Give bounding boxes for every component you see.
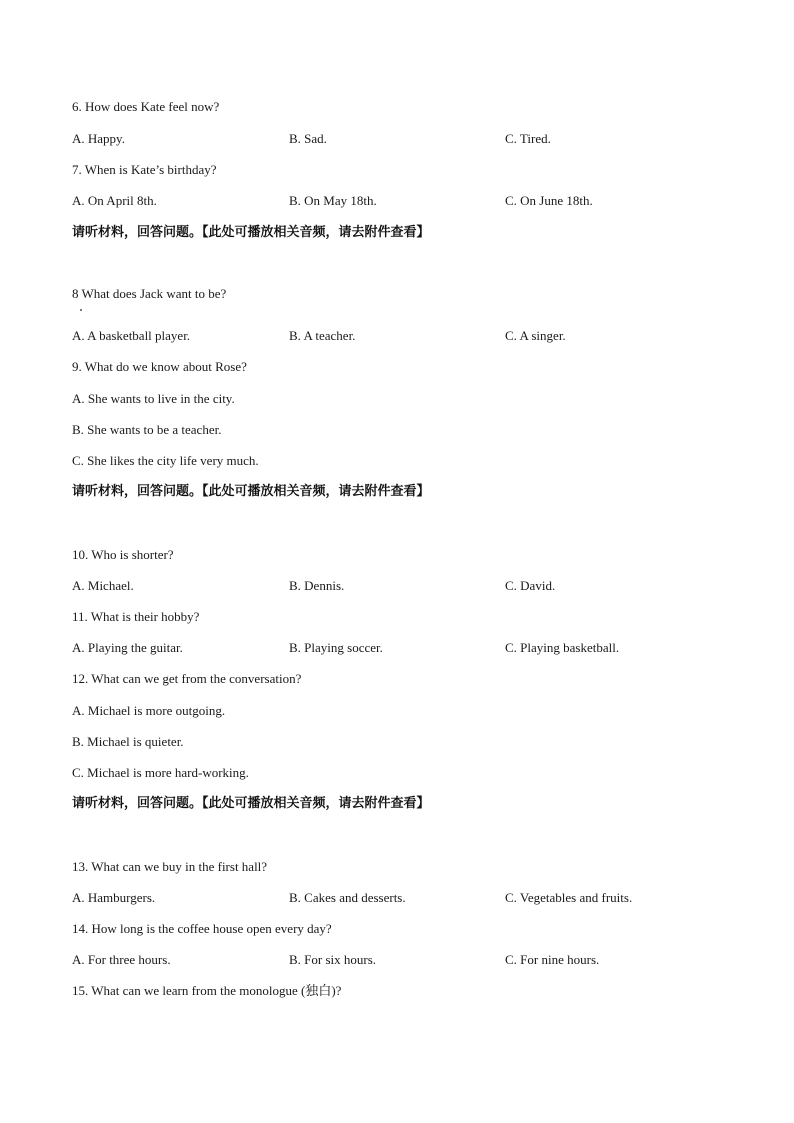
options-row-14	[72, 952, 722, 968]
option-14a: A. For three hours.	[72, 952, 171, 967]
option-13b: B. Cakes and desserts.	[289, 890, 406, 905]
option-10a: A. Michael.	[72, 578, 134, 593]
options-row-10	[72, 578, 722, 594]
question-12: 12. What can we get from the conversation?	[72, 671, 302, 686]
audio-notice-1: 请听材料，回答问题。【此处可播放相关音频，请去附件查看】	[72, 225, 430, 240]
option-10b: B. Dennis.	[289, 578, 345, 593]
option-13c: C. Vegetables and fruits.	[505, 890, 633, 905]
question-7: 7. When is Kate’s birthday?	[72, 162, 217, 177]
option-9b: B. She wants to be a teacher.	[72, 422, 222, 437]
option-6c: C. Tired.	[505, 131, 551, 146]
option-14b: B. For six hours.	[289, 952, 377, 967]
option-7b: B. On May 18th.	[289, 193, 377, 208]
options-row-6	[72, 131, 722, 147]
option-13a: A. Hamburgers.	[72, 890, 156, 905]
audio-notice-2: 请听材料，回答问题。【此处可播放相关音频，请去附件查看】	[72, 484, 430, 499]
question-6: 6. How does Kate feel now?	[72, 99, 220, 114]
option-7c: C. On June 18th.	[505, 193, 593, 208]
question-9: 9. What do we know about Rose?	[72, 359, 247, 374]
option-11c: C. Playing basketball.	[505, 640, 620, 655]
option-11b: B. Playing soccer.	[289, 640, 383, 655]
question-8: 8 What does Jack want to be?	[72, 286, 227, 301]
option-8b: B. A teacher.	[289, 328, 356, 343]
question-10: 10. Who is shorter?	[72, 547, 174, 562]
option-12b: B. Michael is quieter.	[72, 734, 184, 749]
options-row-11	[72, 640, 722, 656]
option-14c: C. For nine hours.	[505, 952, 600, 967]
option-12a: A. Michael is more outgoing.	[72, 703, 226, 718]
option-8a: A. A basketball player.	[72, 328, 191, 343]
options-row-13	[72, 890, 722, 906]
option-6b: B. Sad.	[289, 131, 327, 146]
question-13: 13. What can we buy in the first hall?	[72, 859, 268, 874]
option-6a: A. Happy.	[72, 131, 125, 146]
stray-mark	[80, 309, 82, 311]
options-row-7	[72, 193, 722, 209]
options-row-8	[72, 328, 722, 344]
option-11a: A. Playing the guitar.	[72, 640, 183, 655]
question-11: 11. What is their hobby?	[72, 609, 200, 624]
option-12c: C. Michael is more hard-working.	[72, 765, 249, 780]
question-15: 15. What can we learn from the monologue (独白)?	[72, 983, 342, 998]
option-10c: C. David.	[505, 578, 556, 593]
option-9a: A. She wants to live in the city.	[72, 391, 235, 406]
question-14: 14. How long is the coffee house open every day?	[72, 921, 332, 936]
option-9c: C. She likes the city life very much.	[72, 453, 259, 468]
audio-notice-3: 请听材料，回答问题。【此处可播放相关音频，请去附件查看】	[72, 796, 430, 811]
option-7a: A. On April 8th.	[72, 193, 157, 208]
option-8c: C. A singer.	[505, 328, 566, 343]
